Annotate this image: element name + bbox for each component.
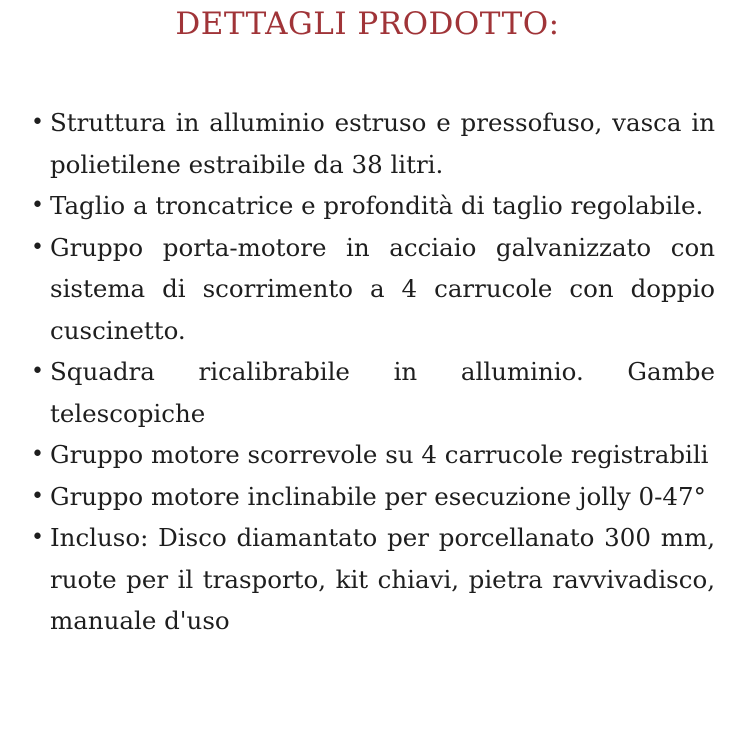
list-item-text: Gruppo motore scorrevole su 4 carrucole registrabili (50, 440, 709, 469)
list-item-text: Incluso: Disco diamantato per porcellanato 300 mm, ruote per il trasporto, kit chiavi, pietra ravvivadisco, manuale d'uso (50, 523, 715, 635)
list-item-text: Gruppo porta-motore in acciaio galvanizzato con sistema di scorrimento a 4 carrucole con doppio cuscinetto. (50, 232, 715, 345)
list-item (31, 227, 715, 352)
list-item-text: Squadra ricalibrabile in alluminio. Gambe telescopiche (50, 357, 715, 428)
page-title: DETTAGLI PRODOTTO: (175, 6, 560, 42)
product-features-list (0, 102, 735, 642)
list-item (31, 434, 715, 476)
list-item-text: Taglio a troncatrice e profondità di taglio regolabile. (50, 191, 704, 220)
list-item (31, 351, 715, 434)
bullet-icon: • (31, 234, 44, 260)
list-item (31, 517, 715, 642)
bullet-icon: • (31, 110, 44, 135)
bullet-icon: • (31, 359, 44, 384)
list-item-text: Gruppo motore inclinabile per esecuzione jolly 0-47° (50, 481, 706, 511)
list-item-text: Struttura in alluminio estruso e pressofuso, vasca in polietilene estraibile da 38 litri. (50, 108, 715, 179)
list-item (31, 102, 715, 185)
bullet-icon: • (31, 483, 44, 509)
bullet-icon: • (31, 193, 44, 218)
bullet-icon: • (31, 525, 44, 550)
bullet-icon: • (31, 442, 44, 467)
list-item (31, 476, 715, 518)
list-item (31, 185, 715, 227)
